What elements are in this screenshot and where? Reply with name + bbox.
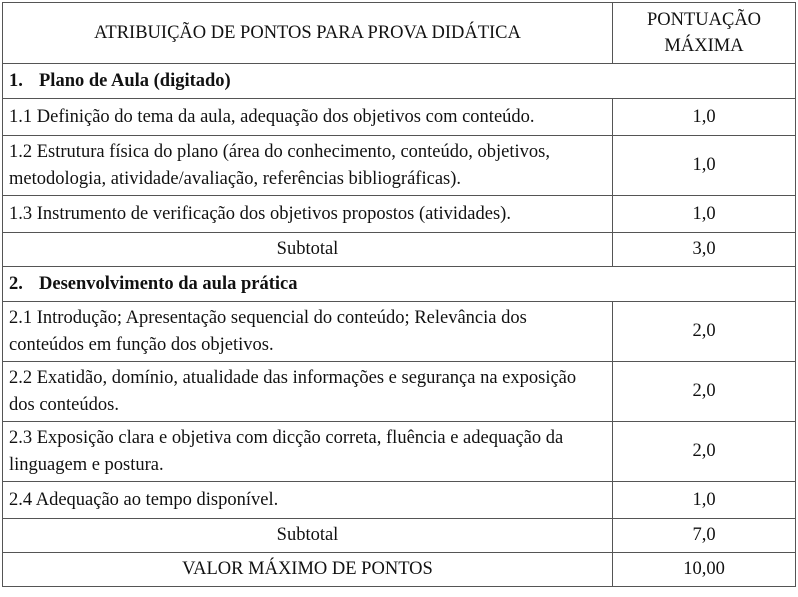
item-score: 1,0: [613, 482, 796, 519]
section-title: Plano de Aula (digitado): [39, 70, 231, 91]
item-description: 1.3 Instrumento de verificação dos objetivos propostos (atividades).: [3, 196, 613, 233]
item-description: 1.2 Estrutura física do plano (área do conhecimento, conteúdo, objetivos, metodologia, atividade/avaliação, referências bibliográficas).: [3, 136, 613, 196]
item-description: 2.1 Introdução; Apresentação sequencial do conteúdo; Relevância dos conteúdos em função dos objetivos.: [3, 302, 613, 362]
subtotal-label: Subtotal: [3, 519, 613, 553]
section-heading-1: [3, 64, 796, 99]
max-score-header-line1: PONTUAÇÃO: [646, 10, 762, 30]
table-header-row: [3, 3, 796, 64]
table-row: [3, 99, 796, 136]
subtotal-value: 3,0: [613, 233, 796, 267]
item-description: 2.2 Exatidão, domínio, atualidade das informações e segurança na exposição dos conteúdos.: [3, 362, 613, 422]
item-description: 1.1 Definição do tema da aula, adequação dos objetivos com conteúdo.: [3, 99, 613, 136]
subtotal-row-1: [3, 233, 796, 267]
total-value: 10,00: [613, 553, 796, 587]
subtotal-value: 7,0: [613, 519, 796, 553]
table-row: [3, 136, 796, 196]
item-score: 2,0: [613, 362, 796, 422]
item-score: 1,0: [613, 136, 796, 196]
max-score-header: [613, 3, 796, 64]
total-label: VALOR MÁXIMO DE PONTOS: [3, 553, 613, 587]
max-score-header-line2: MÁXIMA: [664, 36, 744, 56]
subtotal-label: Subtotal: [3, 233, 613, 267]
item-score: 1,0: [613, 99, 796, 136]
item-score: 1,0: [613, 196, 796, 233]
table-row: [3, 482, 796, 519]
total-row: [3, 553, 796, 587]
item-description: 2.3 Exposição clara e objetiva com dicção correta, fluência e adequação da linguagem e postura.: [3, 422, 613, 482]
criteria-header: ATRIBUIÇÃO DE PONTOS PARA PROVA DIDÁTICA: [3, 3, 613, 64]
section-heading-2: [3, 267, 796, 302]
subtotal-row-2: [3, 519, 796, 553]
table-row: [3, 362, 796, 422]
item-score: 2,0: [613, 422, 796, 482]
item-description: 2.4 Adequação ao tempo disponível.: [3, 482, 613, 519]
table-row: [3, 422, 796, 482]
item-score: 2,0: [613, 302, 796, 362]
section-number: 2.: [9, 273, 23, 294]
section-number: 1.: [9, 70, 23, 91]
table-row: [3, 196, 796, 233]
section-title: Desenvolvimento da aula prática: [39, 273, 298, 294]
table-row: [3, 302, 796, 362]
grading-table: [2, 2, 796, 587]
